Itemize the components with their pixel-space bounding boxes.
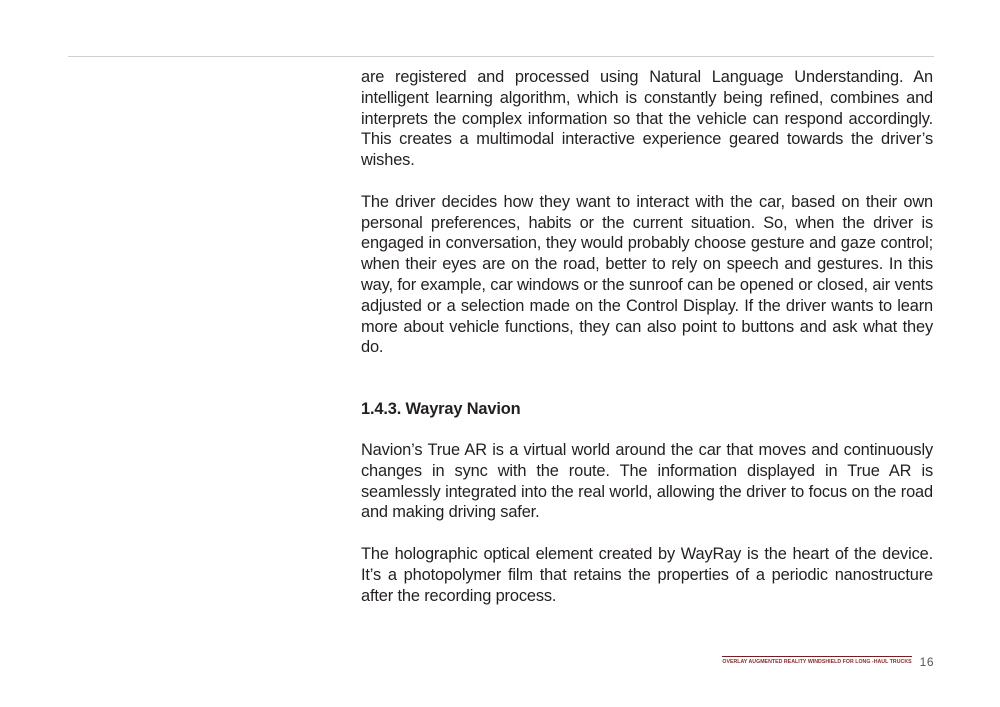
page-number: 16 — [919, 655, 934, 669]
body-paragraph: The holographic optical element created by WayRay is the heart of the device. It’s a photopolymer film that retains the properties of a periodic nanostructure after the recording process. — [361, 544, 933, 605]
body-paragraph: Navion’s True AR is a virtual world around the car that moves and continuously changes in sync with the route. The information displayed in True AR is seamlessly integrated into the real world, allowing the driver to focus on the road and making driving safer. — [361, 440, 933, 522]
footer-divider — [722, 656, 911, 657]
footer-running-title: OVERLAY AUGMENTED REALITY WINDSHIELD FOR LONG -HAUL TRUCKS — [722, 659, 912, 665]
body-paragraph: The driver decides how they want to interact with the car, based on their own personal preferences, habits or the current situation. So, when the driver is engaged in conversation, they would probably choose gesture and gaze control; when their eyes are on the road, better to rely on speech and gestures. In this way, for example, car windows or the sunroof can be opened or closed, air vents adjusted or a selection made on the Control Display. If the driver wants to learn more about vehicle functions, they can also point to buttons and ask what they do. — [361, 192, 933, 357]
header-divider — [68, 56, 934, 57]
footer-running-title-block — [722, 656, 911, 665]
body-paragraph: are registered and processed using Natural Language Understanding. An intelligent learning algorithm, which is constantly being refined, combines and interprets the complex information so that the vehicle can respond accordingly. This creates a multimodal interactive experience geared towards the driver’s wishes. — [361, 68, 933, 170]
body-text-column — [361, 67, 933, 606]
section-heading: 1.4.3. Wayray Navion — [361, 400, 521, 419]
page-footer — [722, 656, 934, 669]
